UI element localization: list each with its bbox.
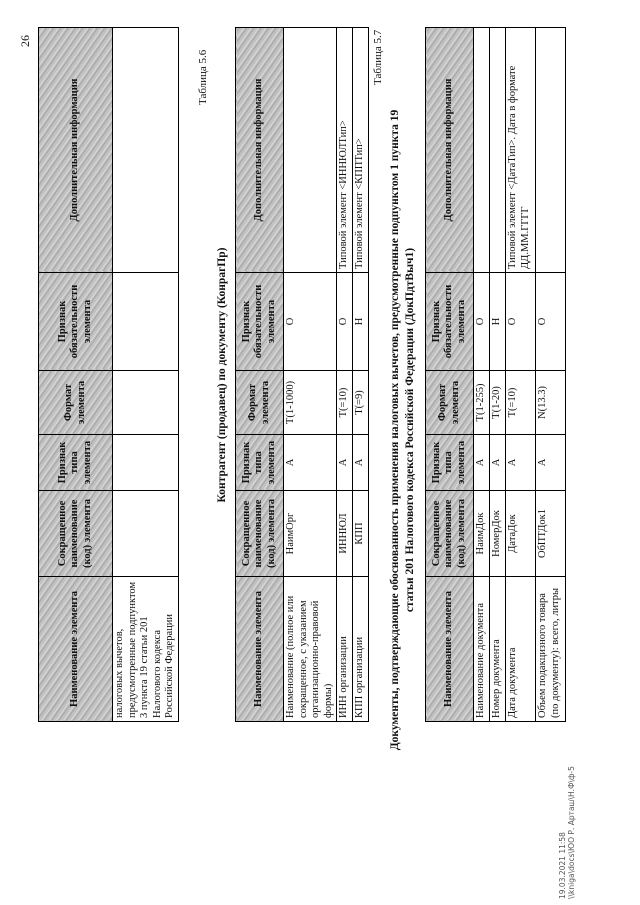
table-row — [337, 28, 353, 722]
col-header-format: Формат элемента — [236, 371, 284, 435]
table-row — [474, 28, 490, 722]
table-5-7-title — [388, 15, 418, 845]
page-number: 26 — [18, 35, 32, 47]
print-stamp — [558, 766, 576, 899]
table-5-7 — [425, 27, 566, 722]
cell-type: А — [337, 435, 353, 491]
col-header-info: Дополнительная информация — [39, 28, 113, 273]
col-header-code: Сокращенное наименование (код) элемента — [426, 491, 474, 577]
cell-type: А — [284, 435, 337, 491]
col-header-info: Дополнительная информация — [426, 28, 474, 273]
table-5-6 — [235, 27, 369, 722]
cell-type — [113, 435, 179, 491]
cell-required: О — [284, 273, 337, 371]
cell-format: Т(=9) — [353, 371, 369, 435]
cell-info: Типовой элемент <ИННЮЛТип> — [337, 28, 353, 273]
cell-code: НомерДок — [490, 491, 506, 577]
col-header-code: Сокращенное наименование (код) элемента — [236, 491, 284, 577]
cell-name: Номер документа — [490, 577, 506, 722]
cell-required: О — [536, 273, 566, 371]
table-5-7-title-line2: статьи 201 Налогового кодекса Российской Федерации (ДокПдтВыч1) — [404, 247, 416, 613]
cell-format: Т(=10) — [337, 371, 353, 435]
cell-required: О — [506, 273, 536, 371]
cell-info — [113, 28, 179, 273]
table-header-row — [39, 28, 113, 722]
col-header-name: Наименование элемента — [426, 577, 474, 722]
table-row — [353, 28, 369, 722]
col-header-type: Признак типа элемента — [39, 435, 113, 491]
cell-code — [113, 491, 179, 577]
cell-name: Дата документа — [506, 577, 536, 722]
table-row — [536, 28, 566, 722]
cell-name: Объем подакцизного товара (по документу): всего, литры — [536, 577, 566, 722]
cell-format: Т(1-20) — [490, 371, 506, 435]
col-header-name: Наименование элемента — [39, 577, 113, 722]
cell-code: КПП — [353, 491, 369, 577]
table-5-7-title-line1: Документы, подтверждающие обоснованность применения налоговых вычетов, предусмотренные подпунктом 1 пункта 19 — [389, 109, 401, 751]
col-header-info: Дополнительная информация — [236, 28, 284, 273]
cell-format: N(13.3) — [536, 371, 566, 435]
table-row — [506, 28, 536, 722]
cell-name: налоговых вычетов, предусмотренные подпунктом 3 пункта 19 статьи 201 Налогового кодекса Российской Федерации — [113, 577, 179, 722]
cell-info: Типовой элемент <КППТип> — [353, 28, 369, 273]
cell-required: Н — [490, 273, 506, 371]
continuation-table — [38, 27, 179, 722]
cell-type: А — [353, 435, 369, 491]
cell-required — [113, 273, 179, 371]
cell-format: Т(=10) — [506, 371, 536, 435]
col-header-required: Признак обязательности элемента — [39, 273, 113, 371]
cell-format — [113, 371, 179, 435]
cell-type: А — [490, 435, 506, 491]
cell-type: А — [474, 435, 490, 491]
cell-info — [490, 28, 506, 273]
cell-type: А — [506, 435, 536, 491]
cell-code: ДатаДок — [506, 491, 536, 577]
cell-code: ИННЮЛ — [337, 491, 353, 577]
cell-name: Наименование документа — [474, 577, 490, 722]
cell-required: Н — [353, 273, 369, 371]
cell-name: КПП организации — [353, 577, 369, 722]
table-5-6-title: Контрагент (продавец) по документу (КонрагПр) — [216, 247, 228, 503]
table-row — [490, 28, 506, 722]
cell-format: Т(1-255) — [474, 371, 490, 435]
col-header-required: Признак обязательности элемента — [236, 273, 284, 371]
col-header-required: Признак обязательности элемента — [426, 273, 474, 371]
cell-info: Типовой элемент <ДатаТип>. Дата в формате ДД.ММ.ГГГГ — [506, 28, 536, 273]
cell-info — [284, 28, 337, 273]
table-header-row — [426, 28, 474, 722]
cell-type: А — [536, 435, 566, 491]
table-row — [284, 28, 337, 722]
col-header-code: Сокращенное наименование (код) элемента — [39, 491, 113, 577]
col-header-name: Наименование элемента — [236, 577, 284, 722]
col-header-format: Формат элемента — [426, 371, 474, 435]
cell-name: ИНН организации — [337, 577, 353, 722]
cell-required: О — [474, 273, 490, 371]
cell-code: ОбПТДок1 — [536, 491, 566, 577]
table-row — [113, 28, 179, 722]
table-5-7-label: Таблица 5.7 — [372, 29, 384, 85]
col-header-format: Формат элемента — [39, 371, 113, 435]
cell-info — [536, 28, 566, 273]
cell-name: Наименование (полное или сокращенное, с указанием организационно-правовой формы) — [284, 577, 337, 722]
cell-code: НаимДок — [474, 491, 490, 577]
stamp-line-1: 19.03.2021 11:58 — [558, 832, 567, 899]
col-header-type: Признак типа элемента — [426, 435, 474, 491]
cell-required: О — [337, 273, 353, 371]
table-5-6-label: Таблица 5.6 — [197, 49, 209, 105]
cell-info — [474, 28, 490, 273]
col-header-type: Признак типа элемента — [236, 435, 284, 491]
table-header-row — [236, 28, 284, 722]
cell-format: Т(1-1000) — [284, 371, 337, 435]
cell-code: НаимОрг — [284, 491, 337, 577]
stamp-line-2: \\kniga\docs\ЮО Р. Арташ\Н.Ф\ф-5 — [567, 766, 576, 899]
